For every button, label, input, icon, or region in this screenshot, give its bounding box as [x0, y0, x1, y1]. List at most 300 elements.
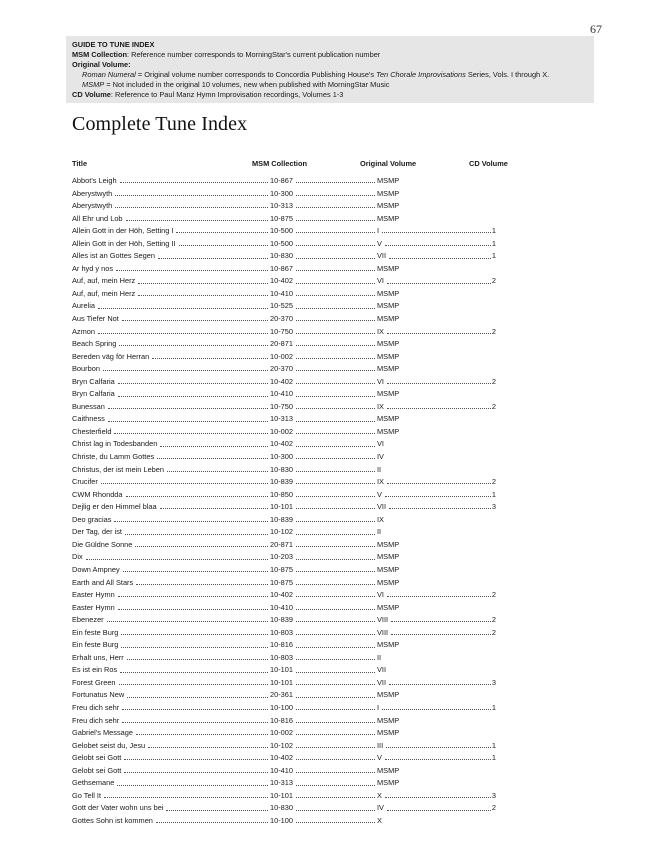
dot-leader: [382, 709, 491, 710]
table-row: [72, 765, 496, 778]
msm-collection-number: 10-402: [270, 753, 294, 763]
cd-volume: 1: [491, 740, 496, 750]
tune-title: Allein Gott in der Höh, Setting II: [72, 238, 176, 248]
guide-msmp-label: MSMP: [82, 80, 105, 89]
tune-title: Aberystwyth: [72, 201, 113, 211]
original-volume: MSMP: [377, 690, 400, 700]
msm-collection-number: 10-410: [270, 765, 294, 775]
cd-volume: 2: [491, 615, 496, 625]
original-volume-cell: [377, 702, 496, 715]
cd-volume: 2: [491, 803, 496, 813]
dot-leader: [296, 534, 375, 535]
msm-cell: [270, 363, 377, 376]
original-volume: MSMP: [377, 552, 400, 562]
title-cell: [72, 338, 270, 351]
tune-title: Chesterfield: [72, 426, 112, 436]
msm-collection-number: 20-370: [270, 314, 294, 324]
msm-cell: [270, 376, 377, 389]
dot-leader: [118, 609, 268, 610]
table-row: [72, 489, 496, 502]
dot-leader: [296, 521, 375, 522]
table-row: [72, 627, 496, 640]
msm-cell: [270, 702, 380, 715]
dot-leader: [387, 383, 491, 384]
dot-leader: [382, 232, 491, 233]
msm-collection-number: 10-750: [270, 401, 294, 411]
msm-collection-number: 10-875: [270, 577, 294, 587]
original-volume-cell: [377, 652, 496, 665]
table-row: [72, 802, 496, 815]
guide-roman-label: Roman Numeral: [82, 70, 136, 79]
msm-cell: [270, 501, 377, 514]
msm-cell: [270, 338, 377, 351]
dot-leader: [160, 446, 268, 447]
title-cell: [72, 213, 270, 226]
title-cell: [72, 200, 270, 213]
msm-collection-number: 10-867: [270, 263, 294, 273]
original-volume-cell: [377, 464, 496, 477]
tune-title: Es ist ein Ros: [72, 665, 118, 675]
dot-leader: [138, 283, 268, 284]
table-row: [72, 715, 496, 728]
table-row: [72, 501, 496, 514]
original-volume: MSMP: [377, 301, 400, 311]
tune-title: Dix: [72, 552, 83, 562]
table-row: [72, 727, 496, 740]
guide-orig-label: Original Volume:: [72, 60, 131, 69]
dot-leader: [122, 722, 268, 723]
title-cell: [72, 263, 270, 276]
dot-leader: [101, 483, 268, 484]
msm-collection-number: 20-871: [270, 539, 294, 549]
table-row: [72, 238, 496, 251]
table-row: [72, 401, 496, 414]
dot-leader: [386, 747, 491, 748]
dot-leader: [296, 672, 375, 673]
dot-leader: [296, 471, 375, 472]
title-cell: [72, 639, 270, 652]
original-volume-cell: [377, 275, 496, 288]
msm-cell: [270, 777, 377, 790]
msm-collection-number: 10-313: [270, 201, 294, 211]
original-volume: VI: [377, 276, 384, 286]
original-volume: VII: [377, 665, 387, 675]
title-cell: [72, 790, 270, 803]
tune-title: Go Tell It: [72, 790, 102, 800]
original-volume: MSMP: [377, 288, 400, 298]
original-volume: MSMP: [377, 339, 400, 349]
original-volume: V: [377, 238, 382, 248]
original-volume: IX: [377, 326, 384, 336]
dot-leader: [389, 258, 491, 259]
dot-leader: [296, 496, 375, 497]
dot-leader: [296, 295, 375, 296]
msm-cell: [270, 564, 377, 577]
msm-collection-number: 10-313: [270, 414, 294, 424]
dot-leader: [123, 571, 268, 572]
msm-cell: [270, 263, 377, 276]
column-header-original: Original Volume: [360, 159, 417, 168]
dot-leader: [385, 797, 491, 798]
original-volume: MSMP: [377, 263, 400, 273]
dot-leader: [389, 684, 491, 685]
msm-cell: [270, 388, 377, 401]
title-cell: [72, 326, 270, 339]
msm-collection-number: 20-871: [270, 339, 294, 349]
dot-leader: [296, 421, 375, 422]
dot-leader: [158, 258, 268, 259]
dot-leader: [115, 207, 268, 208]
original-volume-cell: [377, 639, 496, 652]
table-row: [72, 288, 496, 301]
guide-roman-line: [72, 70, 588, 80]
msm-collection-number: 10-102: [270, 527, 294, 537]
tune-title: Gottes Sohn ist kommen: [72, 815, 153, 825]
title-cell: [72, 740, 270, 753]
dot-leader: [296, 659, 375, 660]
msm-cell: [270, 401, 377, 414]
original-volume-cell: [377, 664, 496, 677]
tune-title: Gabriel's Message: [72, 728, 133, 738]
tune-title: Auf, auf, mein Herz: [72, 288, 136, 298]
msm-collection-number: 20-370: [270, 364, 294, 374]
guide-roman-series: Ten Chorale Improvisations: [376, 70, 466, 79]
page-number: 67: [590, 22, 602, 36]
msm-collection-number: 10-410: [270, 602, 294, 612]
dot-leader: [167, 471, 268, 472]
original-volume-cell: [377, 489, 496, 502]
dot-leader: [103, 370, 268, 371]
tune-title: Gelobt sei Gott: [72, 753, 122, 763]
msm-cell: [270, 464, 377, 477]
table-row: [72, 564, 496, 577]
title-cell: [72, 577, 270, 590]
msm-collection-number: 10-816: [270, 640, 294, 650]
original-volume-cell: [377, 438, 496, 451]
msm-cell: [270, 752, 377, 765]
msm-collection-number: 10-300: [270, 188, 294, 198]
dot-leader: [296, 785, 375, 786]
title-cell: [72, 777, 270, 790]
tune-title: Gott der Vater wohn uns bei: [72, 803, 164, 813]
page-title: Complete Tune Index: [72, 113, 248, 135]
table-row: [72, 426, 496, 439]
original-volume-cell: [377, 238, 496, 251]
dot-leader: [296, 220, 375, 221]
dot-leader: [122, 320, 268, 321]
tune-title: Alles ist an Gottes Segen: [72, 251, 155, 261]
original-volume: IX: [377, 401, 384, 411]
original-volume: VII: [377, 502, 387, 512]
msm-cell: [270, 275, 377, 288]
original-volume: V: [377, 489, 382, 499]
original-volume-cell: [377, 376, 496, 389]
msm-collection-number: 20-361: [270, 690, 294, 700]
title-cell: [72, 752, 270, 765]
original-volume: VI: [377, 439, 384, 449]
tune-title: Down Ampney: [72, 564, 120, 574]
dot-leader: [120, 672, 268, 673]
guide-roman-text-1: = Original volume number corresponds to Concordia Publishing House's: [135, 70, 377, 79]
table-row: [72, 514, 496, 527]
guide-cd-line: [72, 90, 588, 100]
msm-cell: [270, 514, 377, 527]
dot-leader: [119, 684, 268, 685]
table-row: [72, 614, 496, 627]
tune-title: Ar hyd y nos: [72, 263, 114, 273]
cd-volume: 2: [491, 627, 496, 637]
tune-title: Erhalt uns, Herr: [72, 652, 124, 662]
table-row: [72, 476, 496, 489]
dot-leader: [98, 308, 268, 309]
dot-leader: [296, 647, 375, 648]
original-volume: MSMP: [377, 778, 400, 788]
dot-leader: [296, 458, 375, 459]
msm-cell: [270, 175, 377, 188]
dot-leader: [389, 508, 491, 509]
original-volume-cell: [377, 263, 496, 276]
original-volume-cell: [377, 250, 496, 263]
dot-leader: [118, 596, 268, 597]
tune-title: Der Tag, der ist: [72, 527, 122, 537]
table-row: [72, 363, 496, 376]
original-volume-cell: [377, 388, 496, 401]
dot-leader: [296, 446, 375, 447]
table-row: [72, 313, 496, 326]
dot-leader: [296, 722, 375, 723]
tune-title: CWM Rhondda: [72, 489, 123, 499]
original-volume: MSMP: [377, 351, 400, 361]
tune-title: Azmon: [72, 326, 96, 336]
original-volume-cell: [377, 175, 496, 188]
msm-cell: [270, 313, 377, 326]
tune-title: Ein feste Burg: [72, 640, 119, 650]
guide-heading: GUIDE TO TUNE INDEX: [72, 40, 155, 49]
tune-index-table: [72, 175, 496, 827]
original-volume: X: [377, 815, 382, 825]
tune-title: Beach Spring: [72, 339, 117, 349]
dot-leader: [126, 220, 268, 221]
dot-leader: [296, 270, 375, 271]
guide-roman-text-2: Series, Vols. I through X.: [465, 70, 550, 79]
title-cell: [72, 664, 270, 677]
original-volume-cell: [377, 288, 496, 301]
tune-title: Bryn Calfaria: [72, 376, 115, 386]
original-volume: MSMP: [377, 728, 400, 738]
dot-leader: [296, 759, 375, 760]
original-volume: II: [377, 527, 382, 537]
msm-collection-number: 10-102: [270, 740, 294, 750]
dot-leader: [296, 709, 375, 710]
msm-collection-number: 10-402: [270, 439, 294, 449]
msm-cell: [270, 326, 377, 339]
msm-cell: [270, 740, 377, 753]
title-cell: [72, 539, 270, 552]
dot-leader: [124, 772, 268, 773]
original-volume: VIII: [377, 627, 389, 637]
table-row: [72, 589, 496, 602]
table-row: [72, 526, 496, 539]
title-cell: [72, 313, 270, 326]
original-volume-cell: [377, 727, 496, 740]
title-cell: [72, 652, 270, 665]
original-volume-cell: [377, 815, 496, 828]
original-volume-cell: [377, 200, 496, 213]
title-cell: [72, 627, 270, 640]
table-row: [72, 351, 496, 364]
dot-leader: [120, 182, 268, 183]
dot-leader: [296, 333, 375, 334]
msm-cell: [270, 765, 377, 778]
dot-leader: [121, 647, 268, 648]
original-volume: MSMP: [377, 213, 400, 223]
title-cell: [72, 677, 270, 690]
original-volume-cell: [377, 313, 496, 326]
original-volume: IV: [377, 803, 384, 813]
tune-title: Abbot's Leigh: [72, 176, 117, 185]
dot-leader: [124, 759, 268, 760]
original-volume: IV: [377, 452, 384, 462]
original-volume-cell: [377, 715, 496, 728]
tune-title: Bourbon: [72, 364, 100, 374]
msm-collection-number: 10-830: [270, 803, 294, 813]
original-volume: MSMP: [377, 539, 400, 549]
dot-leader: [122, 709, 268, 710]
msm-collection-number: 10-101: [270, 502, 294, 512]
original-volume: II: [377, 464, 382, 474]
cd-volume: 1: [491, 753, 496, 763]
dot-leader: [118, 396, 268, 397]
msm-collection-number: 10-839: [270, 477, 294, 487]
table-row: [72, 740, 496, 753]
msm-collection-number: 10-525: [270, 301, 294, 311]
msm-cell: [270, 627, 377, 640]
dot-leader: [296, 207, 375, 208]
original-volume-cell: [377, 326, 496, 339]
msm-collection-number: 10-839: [270, 615, 294, 625]
cd-volume: 1: [491, 489, 496, 499]
msm-cell: [270, 288, 377, 301]
tune-title: Aurelia: [72, 301, 96, 311]
title-cell: [72, 589, 270, 602]
msm-collection-number: 10-100: [270, 815, 294, 825]
dot-leader: [296, 697, 375, 698]
msm-collection-number: 10-500: [270, 238, 294, 248]
table-row: [72, 338, 496, 351]
table-row: [72, 250, 496, 263]
msm-cell: [270, 815, 377, 828]
tune-title: Bryn Calfaria: [72, 389, 115, 399]
msm-cell: [270, 438, 377, 451]
dot-leader: [296, 370, 375, 371]
tune-title: Caithness: [72, 414, 105, 424]
dot-leader: [114, 433, 268, 434]
table-row: [72, 300, 496, 313]
msm-collection-number: 10-875: [270, 213, 294, 223]
msm-collection-number: 10-850: [270, 489, 294, 499]
title-cell: [72, 602, 270, 615]
original-volume-cell: [377, 589, 496, 602]
tune-title: Freu dich sehr: [72, 702, 120, 712]
msm-cell: [270, 238, 377, 251]
msm-collection-number: 10-839: [270, 514, 294, 524]
dot-leader: [385, 759, 491, 760]
msm-collection-number: 10-100: [270, 702, 294, 712]
column-header-msm: MSM Collection: [252, 159, 308, 168]
msm-cell: [270, 790, 377, 803]
msm-cell: [270, 526, 377, 539]
title-cell: [72, 351, 270, 364]
msm-collection-number: 10-402: [270, 590, 294, 600]
dot-leader: [387, 483, 491, 484]
dot-leader: [86, 559, 268, 560]
dot-leader: [387, 408, 491, 409]
dot-leader: [296, 747, 375, 748]
dot-leader: [387, 810, 491, 811]
cd-volume: 1: [491, 702, 496, 712]
original-volume: MSMP: [377, 765, 400, 775]
table-row: [72, 376, 496, 389]
msm-collection-number: 10-002: [270, 728, 294, 738]
dot-leader: [136, 734, 268, 735]
original-volume-cell: [377, 551, 496, 564]
original-volume-cell: [377, 476, 496, 489]
dot-leader: [296, 283, 375, 284]
title-cell: [72, 526, 270, 539]
table-row: [72, 639, 496, 652]
title-cell: [72, 715, 270, 728]
dot-leader: [296, 596, 375, 597]
title-cell: [72, 551, 270, 564]
original-volume: IX: [377, 514, 384, 524]
table-row: [72, 777, 496, 790]
tune-title: Ein feste Burg: [72, 627, 119, 637]
guide-msm-line: [72, 50, 588, 60]
tune-title: Christus, der ist mein Leben: [72, 464, 165, 474]
title-cell: [72, 501, 270, 514]
dot-leader: [108, 408, 268, 409]
msm-cell: [270, 689, 377, 702]
dot-leader: [148, 747, 268, 748]
original-volume-cell: [377, 225, 496, 238]
original-volume-cell: [377, 401, 496, 414]
guide-cd-text: : Reference to Paul Manz Hymn Improvisation recordings, Volumes 1-3: [110, 90, 344, 99]
msm-collection-number: 10-816: [270, 715, 294, 725]
original-volume-cell: [377, 213, 496, 226]
original-volume: VII: [377, 677, 387, 687]
dot-leader: [152, 358, 268, 359]
table-row: [72, 263, 496, 276]
tune-title: Allein Gott in der Höh, Setting I: [72, 226, 174, 236]
msm-collection-number: 10-300: [270, 452, 294, 462]
original-volume: X: [377, 790, 382, 800]
dot-leader: [296, 584, 375, 585]
msm-collection-number: 10-803: [270, 627, 294, 637]
table-row: [72, 790, 496, 803]
guide-msm-label: MSM Collection: [72, 50, 128, 59]
msm-cell: [270, 602, 377, 615]
msm-collection-number: 10-803: [270, 652, 294, 662]
title-cell: [72, 300, 270, 313]
cd-volume: 1: [491, 226, 496, 236]
title-cell: [72, 765, 270, 778]
original-volume: MSMP: [377, 602, 400, 612]
title-cell: [72, 250, 270, 263]
dot-leader: [296, 546, 375, 547]
title-cell: [72, 476, 270, 489]
table-row: [72, 188, 496, 201]
original-volume: I: [377, 226, 380, 236]
